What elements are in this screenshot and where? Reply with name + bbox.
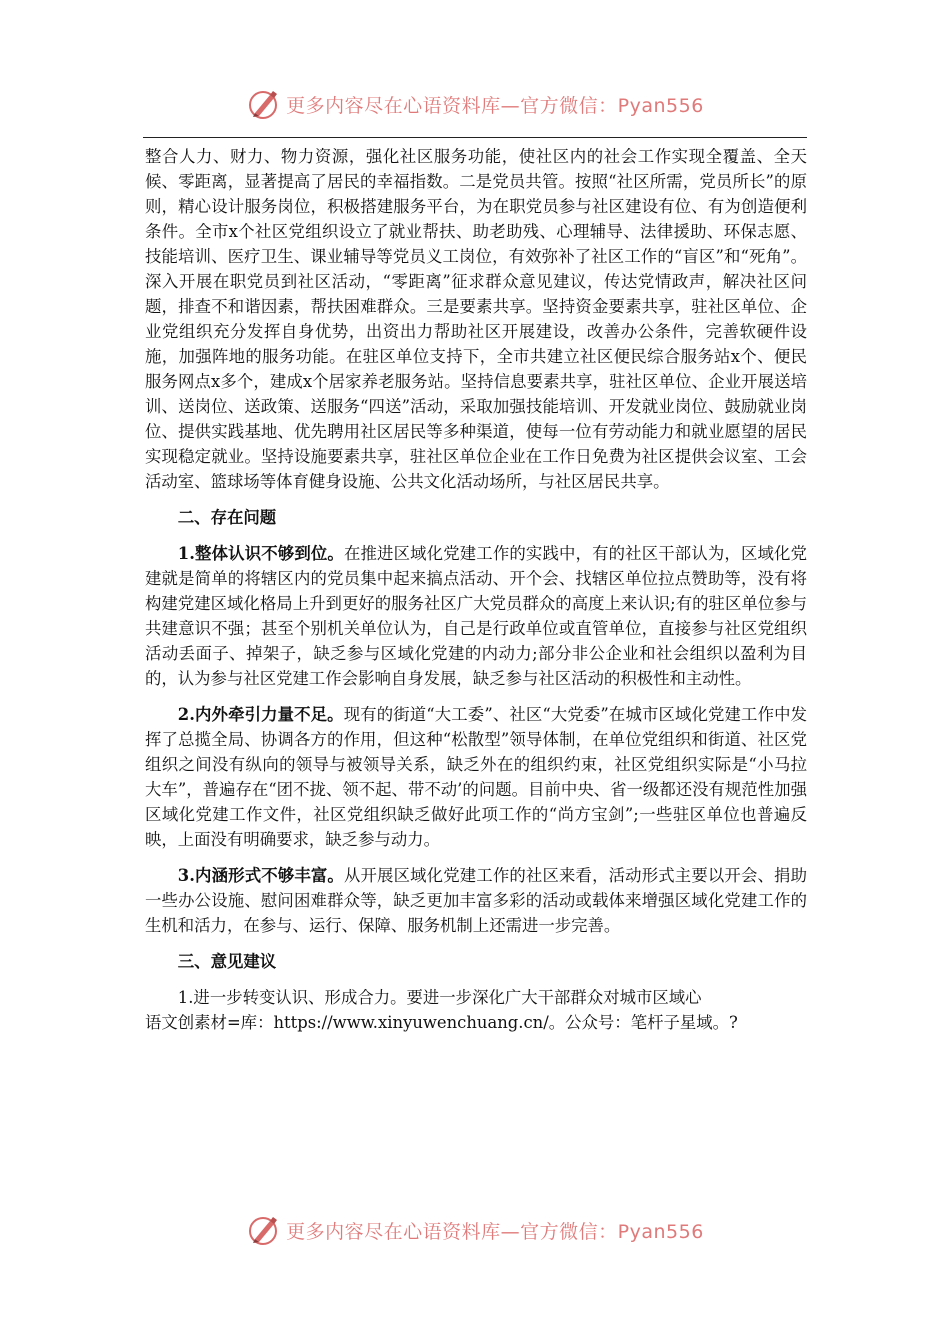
source-footer-line: 语文创素材=库：https://www.xinyuwenchuang.cn/。公众号：笔杆子星域。? — [145, 1013, 738, 1032]
header-rule — [143, 137, 807, 138]
banner-text: 更多内容尽在心语资料库—官方微信：Pyan556 — [286, 1220, 704, 1243]
problem-item-3 — [145, 863, 807, 938]
problem-item-2-text: 现有的街道“大工委”、社区“大党委”在城市区域化党建工作中发挥了总揽全局、协调各方的作用，但这种“松散型”领导体制，在单位党组织和街道、社区党组织之间没有纵向的领导与被领导关系，缺乏外在的组织约束，社区党组织实际是“小马拉大车”，普遍存在“团不拢、领不起、带不动’的问题。目前中央、省一级都还没有规范性加强区域化党建工作文件，社区党组织缺乏做好此项工作的“尚方宝剑”;一些驻区单位也普遍反映，上面没有明确要求，缺乏参与动力。 — [145, 705, 807, 849]
header-banner — [0, 82, 950, 126]
problem-item-3-title: 3.内涵形式不够丰富。 — [177, 866, 344, 885]
document-body — [145, 144, 807, 1035]
problem-item-1-title: 1.整体认识不够到位。 — [177, 544, 344, 563]
problem-item-2-title: 2.内外牵引力量不足。 — [177, 705, 344, 724]
banner-text: 更多内容尽在心语资料库—官方微信：Pyan556 — [286, 94, 704, 117]
problem-item-2 — [145, 702, 807, 852]
paragraph-intro: 整合人力、财力、物力资源，强化社区服务功能，使社区内的社会工作实现全覆盖、全天候、零距离，显著提高了居民的幸福指数。二是党员共管。按照“社区所需，党员所长”的原则，精心设计服务岗位，积极搭建服务平台，为在职党员参与社区建设有位、有为创造便利条件。全市x个社区党组织设立了就业帮扶、助老助残、心理辅导、法律援助、环保志愿、技能培训、医疗卫生、课业辅导等党员义工岗位，有效弥补了社区工作的“盲区”和“死角”。深入开展在职党员到社区活动，“零距离”征求群众意见建议，传达党情政声，解决社区问题，排查不和谐因素，帮扶困难群众。三是要素共享。坚持资金要素共享，驻社区单位、企业党组织充分发挥自身优势，出资出力帮助社区开展建设，改善办公条件，完善软硬件设施，加强阵地的服务功能。在驻区单位支持下，全市共建立社区便民综合服务站x个、便民服务网点x多个，建成x个居家养老服务站。坚持信息要素共享，驻社区单位、企业开展送培训、送岗位、送政策、送服务“四送”活动，采取加强技能培训、开发就业岗位、鼓励就业岗位、提供实践基地、优先聘用社区居民等多种渠道，使每一位有劳动能力和就业愿望的居民实现稳定就业。坚持设施要素共享，驻社区单位企业在工作日免费为社区提供会议室、工会活动室、篮球场等体育健身设施、公共文化活动场所，与社区居民共享。 — [145, 147, 807, 491]
section-heading-problems: 二、存在问题 — [177, 508, 277, 527]
section-heading-suggestions: 三、意见建议 — [177, 952, 277, 971]
pen-logo-icon — [246, 1212, 282, 1248]
problem-item-3-text: 从开展区域化党建工作的社区来看，活动形式主要以开会、捐助一些办公设施、慰问困难群众等，缺乏更加丰富多彩的活动或载体来增强区域化党建工作的生机和活力，在参与、运行、保障、服务机制上还需进一步完善。 — [145, 866, 807, 935]
footer-banner — [0, 1208, 950, 1252]
problem-item-1-text: 在推进区域化党建工作的实践中，有的社区干部认为，区域化党建就是简单的将辖区内的党员集中起来搞点活动、开个会、找辖区单位拉点赞助等，没有将构建党建区域化格局上升到更好的服务社区广大党员群众的高度上来认识;有的驻区单位参与共建意识不强；甚至个别机关单位认为，自己是行政单位或直管单位，直接参与社区党组织活动丢面子、掉架子，缺乏参与区域化党建的内动力;部分非公企业和社会组织以盈利为目的，认为参与社区党建工作会影响自身发展，缺乏参与社区活动的积极性和主动性。 — [145, 544, 807, 688]
problem-item-1 — [145, 541, 807, 691]
suggestion-item-1: 1.进一步转变认识、形成合力。要进一步深化广大干部群众对城市区域心 — [177, 988, 702, 1007]
pen-logo-icon — [246, 86, 282, 122]
